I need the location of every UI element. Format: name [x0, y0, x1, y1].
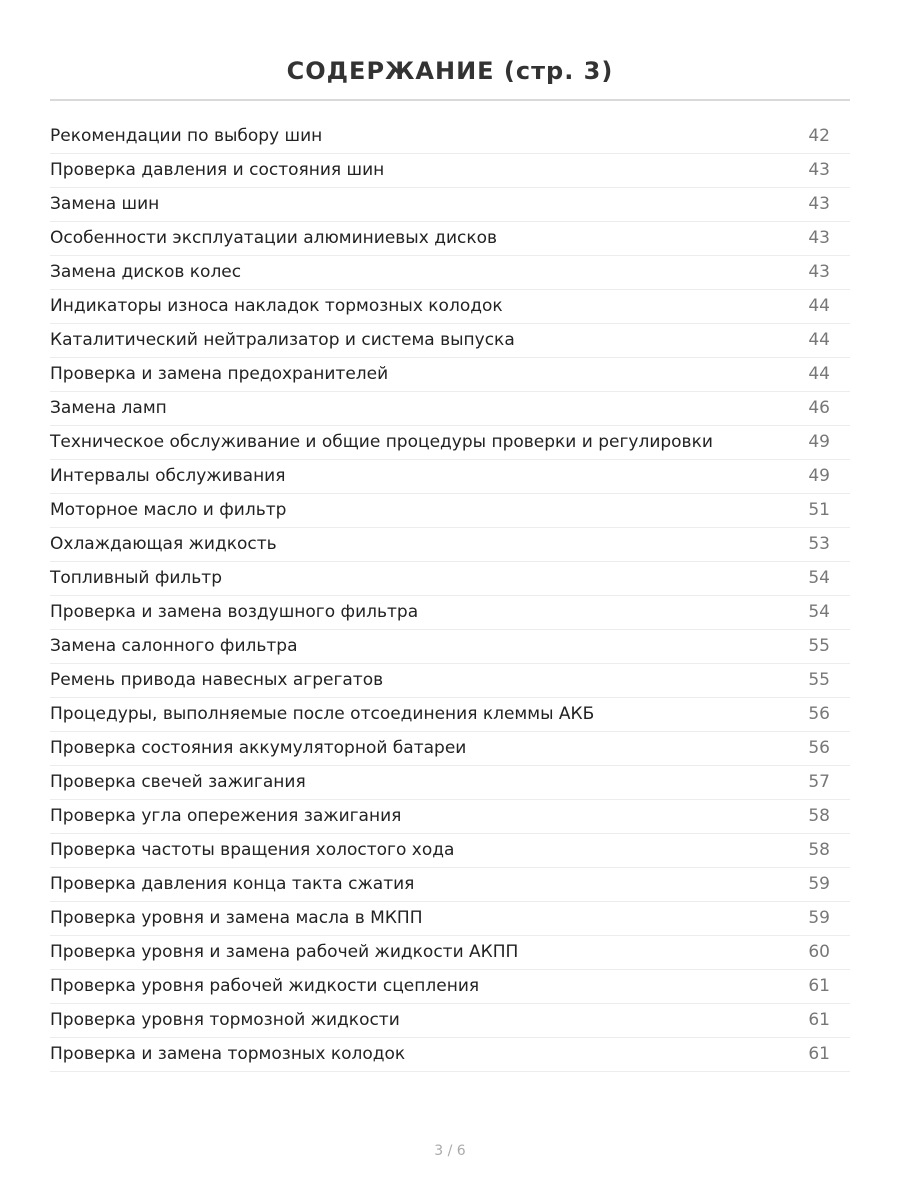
toc-entry-title: Проверка давления и состояния шин [50, 160, 385, 180]
toc-entry-page-number: 55 [808, 636, 830, 656]
toc-entry-page-number: 59 [808, 908, 830, 928]
toc-entry-page-number: 44 [808, 364, 830, 384]
toc-entry-title: Каталитический нейтрализатор и система выпуска [50, 330, 515, 350]
toc-entry-title: Ремень привода навесных агрегатов [50, 670, 384, 690]
toc-entry-title: Замена шин [50, 194, 160, 214]
toc-entry-page-number: 61 [808, 1010, 830, 1030]
toc-entry-title: Интервалы обслуживания [50, 466, 286, 486]
title-divider [50, 99, 850, 101]
toc-entry[interactable] [50, 290, 850, 324]
toc-entry[interactable] [50, 766, 850, 800]
table-of-contents [50, 120, 850, 1072]
toc-entry[interactable] [50, 596, 850, 630]
toc-entry-title: Проверка состояния аккумуляторной батареи [50, 738, 467, 758]
page-title: СОДЕРЖАНИЕ (стр. 3) [286, 57, 614, 86]
toc-entry-title: Проверка уровня рабочей жидкости сцепления [50, 976, 480, 996]
toc-entry[interactable] [50, 936, 850, 970]
toc-entry-title: Проверка уровня и замена рабочей жидкости АКПП [50, 942, 519, 962]
toc-entry-page-number: 58 [808, 840, 830, 860]
toc-entry-page-number: 55 [808, 670, 830, 690]
toc-entry-page-number: 49 [808, 432, 830, 452]
toc-entry-title: Индикаторы износа накладок тормозных колодок [50, 296, 503, 316]
toc-entry-page-number: 58 [808, 806, 830, 826]
toc-entry[interactable] [50, 358, 850, 392]
toc-entry-title: Проверка и замена воздушного фильтра [50, 602, 419, 622]
toc-entry-page-number: 49 [808, 466, 830, 486]
toc-entry-title: Техническое обслуживание и общие процедуры проверки и регулировки [50, 432, 713, 452]
toc-entry[interactable] [50, 222, 850, 256]
toc-entry-page-number: 54 [808, 602, 830, 622]
toc-entry-page-number: 42 [808, 126, 830, 146]
page-number: 3 / 6 [434, 1143, 466, 1159]
toc-entry-title: Проверка и замена предохранителей [50, 364, 389, 384]
toc-entry-title: Проверка уровня тормозной жидкости [50, 1010, 400, 1030]
toc-entry-title: Проверка свечей зажигания [50, 772, 306, 792]
toc-entry[interactable] [50, 494, 850, 528]
toc-entry[interactable] [50, 188, 850, 222]
toc-entry-title: Замена салонного фильтра [50, 636, 298, 656]
toc-entry-title: Проверка уровня и замена масла в МКПП [50, 908, 423, 928]
toc-entry[interactable] [50, 528, 850, 562]
toc-entry-title: Замена ламп [50, 398, 167, 418]
toc-entry-page-number: 60 [808, 942, 830, 962]
toc-entry-title: Охлаждающая жидкость [50, 534, 277, 554]
toc-entry[interactable] [50, 664, 850, 698]
toc-entry[interactable] [50, 154, 850, 188]
toc-entry[interactable] [50, 426, 850, 460]
toc-entry-title: Проверка и замена тормозных колодок [50, 1044, 406, 1064]
toc-entry[interactable] [50, 324, 850, 358]
toc-entry-page-number: 46 [808, 398, 830, 418]
toc-entry-page-number: 59 [808, 874, 830, 894]
toc-entry-page-number: 43 [808, 228, 830, 248]
toc-entry-page-number: 43 [808, 262, 830, 282]
toc-entry-title: Замена дисков колес [50, 262, 242, 282]
toc-entry-page-number: 54 [808, 568, 830, 588]
toc-entry-page-number: 56 [808, 738, 830, 758]
toc-entry-page-number: 44 [808, 330, 830, 350]
toc-entry-page-number: 43 [808, 160, 830, 180]
toc-entry[interactable] [50, 970, 850, 1004]
toc-entry-title: Проверка частоты вращения холостого хода [50, 840, 455, 860]
toc-entry-page-number: 44 [808, 296, 830, 316]
toc-entry[interactable] [50, 834, 850, 868]
toc-entry-title: Рекомендации по выбору шин [50, 126, 323, 146]
toc-entry-title: Топливный фильтр [50, 568, 222, 588]
toc-entry[interactable] [50, 460, 850, 494]
toc-entry-page-number: 56 [808, 704, 830, 724]
toc-entry-title: Моторное масло и фильтр [50, 500, 287, 520]
toc-entry-page-number: 43 [808, 194, 830, 214]
toc-entry[interactable] [50, 698, 850, 732]
toc-entry[interactable] [50, 902, 850, 936]
toc-entry[interactable] [50, 800, 850, 834]
toc-entry-page-number: 61 [808, 976, 830, 996]
toc-entry-title: Особенности эксплуатации алюминиевых дисков [50, 228, 498, 248]
toc-entry[interactable] [50, 392, 850, 426]
toc-entry-title: Процедуры, выполняемые после отсоединения клеммы АКБ [50, 704, 595, 724]
toc-entry[interactable] [50, 1038, 850, 1072]
toc-entry-page-number: 51 [808, 500, 830, 520]
toc-entry[interactable] [50, 256, 850, 290]
toc-entry[interactable] [50, 630, 850, 664]
toc-entry[interactable] [50, 120, 850, 154]
toc-entry-title: Проверка угла опережения зажигания [50, 806, 402, 826]
toc-entry[interactable] [50, 868, 850, 902]
toc-entry[interactable] [50, 1004, 850, 1038]
toc-entry-page-number: 61 [808, 1044, 830, 1064]
toc-entry-title: Проверка давления конца такта сжатия [50, 874, 415, 894]
toc-entry-page-number: 57 [808, 772, 830, 792]
toc-entry-page-number: 53 [808, 534, 830, 554]
toc-entry[interactable] [50, 562, 850, 596]
toc-entry[interactable] [50, 732, 850, 766]
